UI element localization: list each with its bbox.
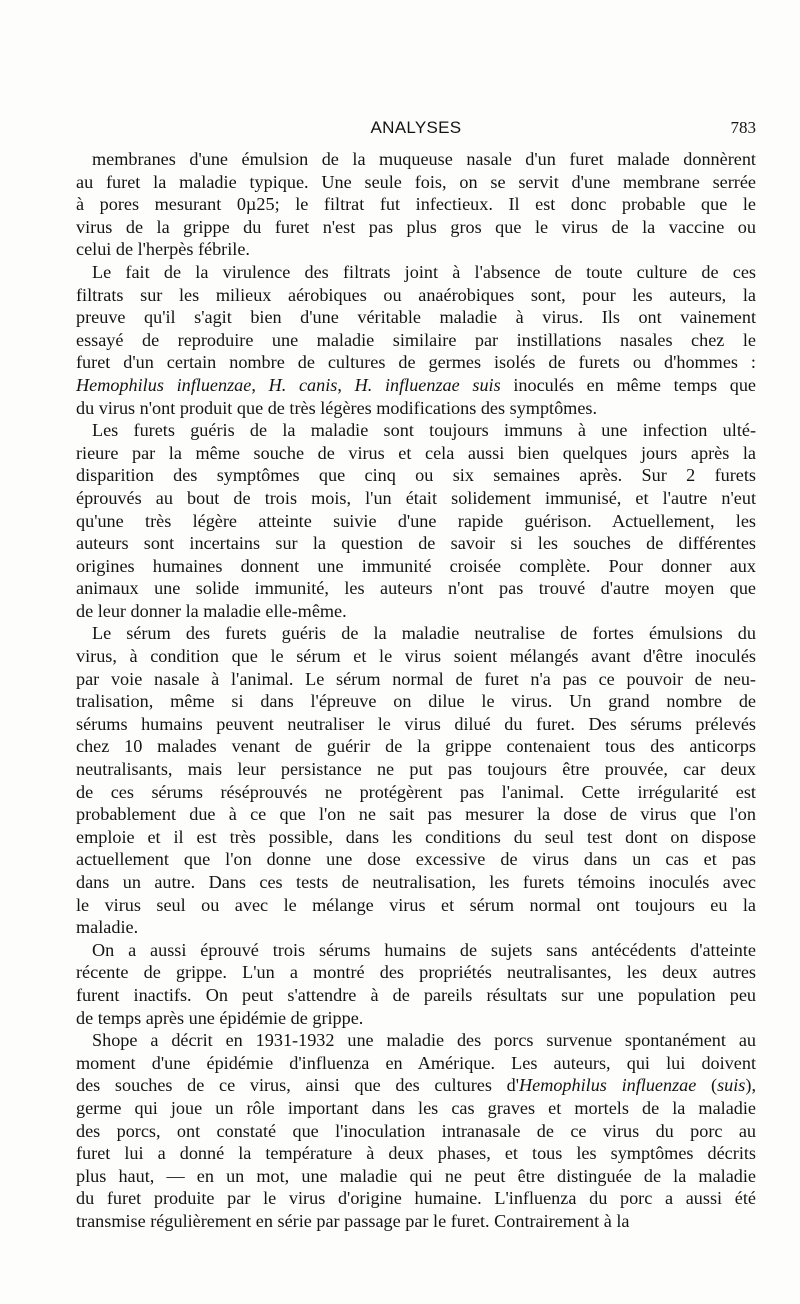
text-line [76,1165,756,1188]
page-header [76,118,756,142]
text-line [76,532,756,555]
line-text: animaux une solide immunité, les auteurs n'ont pas trouvé d'autre moyen que [76,578,756,599]
text-line [76,871,756,894]
italic-text: Hemophilus influenzae [518,1075,697,1096]
text-line [76,916,756,939]
line-text: à pores mesurant 0µ25; le filtrat fut infectieux. Il est donc probable que le [76,194,756,215]
line-text: membranes d'une émulsion de la muqueuse nasale d'un furet malade donnèrent [92,149,756,169]
italic-text: Hemophilus influenzae [76,374,252,395]
text-line [76,510,756,533]
text-line [76,668,756,691]
text-line [76,397,756,420]
text-line [76,690,756,713]
line-text: le virus seul ou avec le mélange virus et sérum normal ont toujours eu la [76,894,756,915]
text-line [76,261,756,284]
line-text: emploie et il est très possible, dans les conditions du seul test dont on dispose [76,826,756,847]
text-line [76,1074,756,1097]
line-text: furet d'un certain nombre de cultures de germes isolés de furets ou d'hommes : [76,352,756,373]
article-body [76,148,756,1233]
text-line [76,1007,756,1030]
paragraph [76,419,756,622]
text-line [76,961,756,984]
text-line [76,284,756,307]
line-text: filtrats sur les milieux aérobiques ou anaérobiques sont, pour les auteurs, la [76,284,756,305]
text-line [76,645,756,668]
text-line [76,238,756,261]
italic-text: H. influenzae suis [354,374,501,395]
text-line [76,758,756,781]
line-text: ), [745,1075,756,1096]
line-text: origines humaines donnent une immunité croisée complète. Pour donner aux [76,555,756,576]
line-text: inoculés en même temps que [500,374,757,395]
line-text: celui de l'herpès fébrile. [76,239,250,260]
text-line [76,171,756,194]
text-line [76,577,756,600]
line-text: ( [696,1075,718,1096]
line-text: furet lui a donné la température à deux phases, et tous les symptômes décrits [76,1143,756,1164]
line-text: chez 10 malades venant de guérir de la grippe contenaient tous des anticorps [76,736,756,757]
line-text: qu'une très légère atteinte suivie d'une rapide guérison. Actuellement, les [76,510,756,531]
line-text: , [251,374,269,395]
line-text: furent inactifs. On peut s'attendre à de pareils résultats sur une population peu [76,984,756,1005]
line-text: des souches de ce virus, ainsi que des cultures d' [76,1075,519,1096]
italic-text: suis [717,1075,746,1096]
line-text: du furet produite par le virus d'origine humaine. L'influenza du porc a aussi été [76,1188,756,1209]
text-line [76,555,756,578]
text-line [76,419,756,442]
text-line [76,1210,756,1233]
text-line [76,984,756,1007]
line-text: probablement due à ce que l'on ne sait pas mesurer la dose de virus que l'on [76,804,756,825]
text-line [76,1029,756,1052]
text-line [76,803,756,826]
line-text: Le fait de la virulence des filtrats joint à l'absence de toute culture de ces [92,261,756,282]
line-text: de ces sérums réséprouvés ne protégèrent pas l'animal. Cette irrégularité est [76,781,756,802]
line-text: Le sérum des furets guéris de la maladie neutralise de fortes émulsions du [92,623,756,644]
line-text: essayé de reproduire une maladie similaire par instillations nasales chez le [76,329,756,350]
line-text: Shope a décrit en 1931-1932 une maladie des porcs survenue spontanément au [92,1030,756,1051]
line-text: tralisation, même si dans l'épreuve on dilue le virus. Un grand nombre de [76,691,756,712]
line-text: actuellement que l'on donne une dose excessive de virus dans un cas et pas [76,849,756,870]
paragraph [76,1029,756,1232]
line-text: , [337,374,355,395]
text-line [76,848,756,871]
running-title: ANALYSES [370,118,462,137]
paragraph [76,148,756,261]
line-text: neutralisants, mais leur persistance ne put pas toujours être prouvée, car deux [76,759,756,780]
line-text: preuve qu'il s'agit bien d'une véritable maladie à virus. Ils ont vainement [76,307,756,328]
line-text: virus de la grippe du furet n'est pas plus gros que le virus de la vaccine ou [76,216,756,237]
paragraph [76,939,756,1029]
text-line [76,1142,756,1165]
text-line [76,329,756,352]
line-text: disparition des symptômes que cinq ou six semaines après. Sur 2 furets [76,465,756,486]
text-line [76,148,756,171]
text-line [76,306,756,329]
line-text: récente de grippe. L'un a montré des propriétés neutralisantes, les deux autres [76,962,756,983]
line-text: germe qui joue un rôle important dans les cas graves et mortels de la maladie [76,1097,756,1118]
line-text: au furet la maladie typique. Une seule fois, on se servit d'une membrane serrée [76,171,756,192]
text-line [76,464,756,487]
line-text: par voie nasale à l'animal. Le sérum normal de furet n'a pas ce pouvoir de neu- [76,668,756,689]
text-line [76,351,756,374]
text-line [76,939,756,962]
line-text: du virus n'ont produit que de très légères modifications des symptômes. [76,397,598,418]
line-text: des porcs, ont constaté que l'inoculation intranasale de ce virus du porc au [76,1120,756,1141]
line-text: transmise régulièrement en série par passage par le furet. Contrairement à la [76,1210,630,1231]
italic-text: H. canis [268,374,338,395]
line-text: auteurs sont incertains sur la question de savoir si les souches de différentes [76,533,756,554]
text-line [76,713,756,736]
line-text: plus haut, — en un mot, une maladie qui ne peut être distinguée de la maladie [76,1165,756,1186]
text-line [76,442,756,465]
text-line [76,600,756,623]
text-line [76,894,756,917]
text-line [76,193,756,216]
text-line [76,374,756,397]
text-line [76,1052,756,1075]
text-line [76,487,756,510]
line-text: sérums humains peuvent neutraliser le virus dilué du furet. Des sérums prélevés [76,713,756,734]
text-line [76,735,756,758]
text-line [76,622,756,645]
page-number: 783 [730,118,756,137]
text-line [76,781,756,804]
line-text: moment d'une épidémie d'influenza en Amérique. Les auteurs, qui lui doivent [76,1052,756,1073]
paragraph [76,261,756,419]
line-text: de leur donner la maladie elle-même. [76,600,347,621]
line-text: rieure par la même souche de virus et cela aussi bien quelques jours après la [76,442,756,463]
text-line [76,1120,756,1143]
line-text: On a aussi éprouvé trois sérums humains de sujets sans antécédents d'atteinte [92,939,756,960]
paragraph [76,622,756,938]
line-text: Les furets guéris de la maladie sont toujours immuns à une infection ulté- [92,420,756,441]
text-line [76,1187,756,1210]
line-text: maladie. [76,917,139,938]
line-text: dans un autre. Dans ces tests de neutralisation, les furets témoins inoculés avec [76,872,756,892]
text-line [76,1097,756,1120]
line-text: éprouvés au bout de trois mois, l'un était solidement immunisé, et l'autre n'eut [76,487,756,508]
text-line [76,216,756,239]
text-line [76,826,756,849]
line-text: virus, à condition que le sérum et le virus soient mélangés avant d'être inoculés [76,646,756,667]
line-text: de temps après une épidémie de grippe. [76,1007,364,1028]
